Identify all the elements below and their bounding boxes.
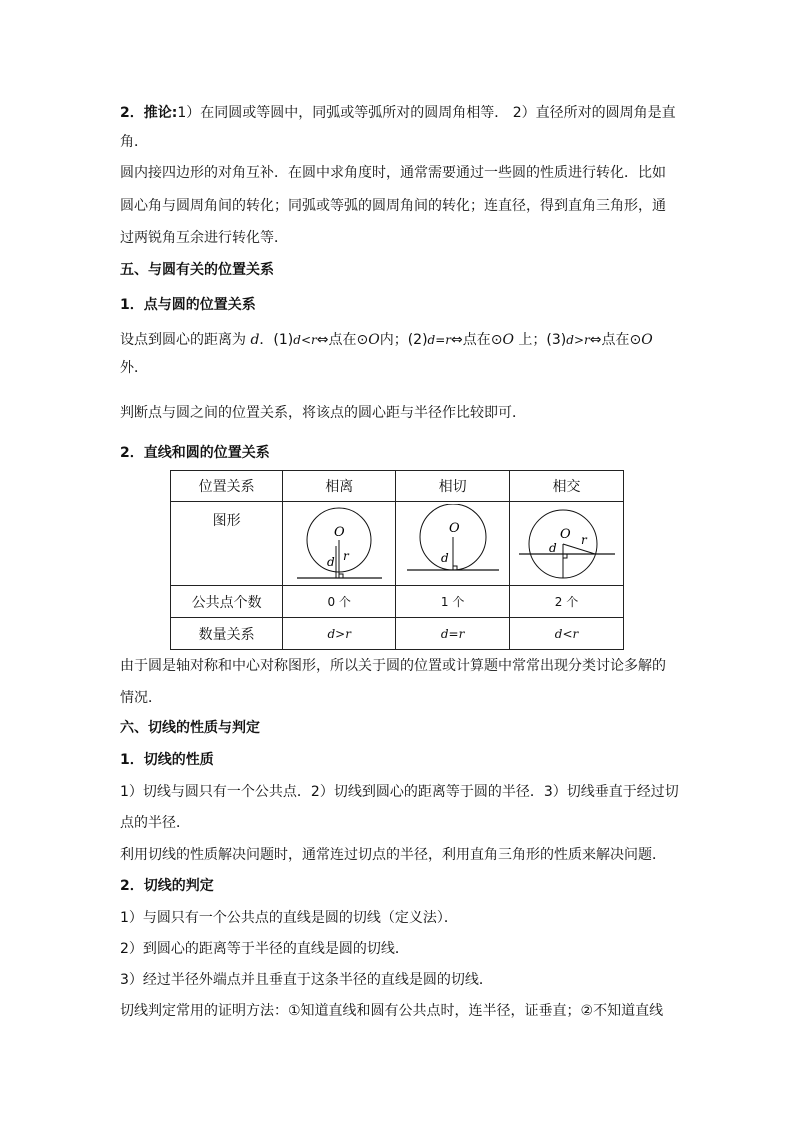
point-text-c2: ⇔点在⊙ [316,332,369,348]
point-text-b: ．(1) [259,332,294,348]
common-points-value: 0 个 [283,586,396,618]
figure-cell-separate [283,502,396,586]
figure-row-label: 图形 [171,502,283,586]
table-header-cell: 位置关系 [171,471,283,502]
quantity-relation-value: d<r [510,618,624,650]
point-circle-heading: 1．点与圆的位置关系 [120,297,256,313]
quantity-relation-value: d>r [283,618,396,650]
section-five-heading: 五、与圆有关的位置关系 [120,262,274,278]
circle-o-1: O [368,332,380,348]
point-text-c6: 上；(3) [513,332,567,348]
section-six-heading: 六、切线的性质与判定 [120,720,260,736]
table-header-cell: 相交 [510,471,624,502]
point-text-a: 设点到圆心的距离为 [120,332,246,348]
row-label: 数量关系 [171,618,283,650]
label-d: d [327,554,335,569]
tangent-property-line-3: 利用切线的性质解决问题时，通常连过切点的半径，利用直角三角形的性质来解决问题． [120,847,666,863]
tangent-judge-line-3: 3）经过半径外端点并且垂直于这条半径的直线是圆的切线． [120,972,493,988]
label-r: r [343,548,349,563]
point-text-c5: ⇔点在⊙ [451,332,503,348]
symmetry-line-2: 情况． [120,690,162,706]
cond-inside: d<r [293,333,317,347]
tangent-judge-heading: 2．切线的判定 [120,878,214,894]
tangent-judge-line-1: 1）与圆只有一个公共点的直线是圆的切线（定义法）． [120,910,458,926]
inference-text: 1）在同圆或等圆中，同弧或等弧所对的圆周角相等． 2）直径所对的圆周角是直 [177,105,676,121]
label-o: O [559,526,571,542]
tangent-figure [403,504,503,584]
row-label: 公共点个数 [171,586,283,618]
inference-paragraph [120,103,676,123]
circle-o-3: O [641,332,653,348]
symmetry-line-1: 由于圆是轴对称和中心对称图形，所以关于圆的位置或计算题中常常出现分类讨论多解的 [120,658,666,674]
label-d: d [440,550,449,565]
separate-figure [289,504,389,584]
cond-outside: d>r [566,333,590,347]
figure-cell-tangent [396,502,510,586]
label-r: r [580,532,587,547]
inference-number: 2． [120,105,144,121]
point-circle-text-cont: 外． [120,360,148,376]
table-header-cell: 相离 [283,471,396,502]
tangent-property-line-2: 点的半径． [120,815,190,831]
tangent-property-heading: 1．切线的性质 [120,752,214,768]
table-header-cell: 相切 [396,471,510,502]
tangent-judge-line-2: 2）到圆心的距离等于半径的直线是圆的切线． [120,941,409,957]
intersect-figure [517,504,617,584]
inference-heading: 推论: [143,105,178,121]
label-o: O [448,520,460,536]
quantity-relation-value: d=r [396,618,510,650]
table-row [171,618,624,650]
label-o: O [334,524,345,540]
cyclic-quad-line-3: 过两锐角互余进行转化等． [120,230,288,246]
judge-text: 判断点与圆之间的位置关系，将该点的圆心距与半径作比较即可． [120,405,526,421]
common-points-value: 2 个 [510,586,624,618]
inference-text-cont: 角． [120,134,148,150]
var-d: d [250,332,260,348]
tangent-judge-line-4: 切线判定常用的证明方法：①知道直线和圆有公共点时，连半径，证垂直；②不知道直线 [120,1003,664,1019]
table-row [171,586,624,618]
figure-cell-intersect [510,502,624,586]
line-circle-heading: 2．直线和圆的位置关系 [120,445,270,461]
label-d: d [548,540,557,555]
position-relation-table [170,470,624,650]
cyclic-quad-line-1: 圆内接四边形的对角互补．在圆中求角度时，通常需要通过一些圆的性质进行转化．比如 [120,165,666,181]
point-text-c8: ⇔点在⊙ [589,332,642,348]
table-header-row [171,471,624,502]
table-figure-row [171,502,624,586]
tangent-property-line-1: 1）切线与圆只有一个公共点．2）切线到圆心的距离等于圆的半径．3）切线垂直于经过切 [120,784,679,800]
common-points-value: 1 个 [396,586,510,618]
point-text-c3: 内；(2) [379,332,428,348]
cond-on: d=r [427,333,452,347]
point-circle-text [120,330,653,350]
circle-o-2: O [502,332,514,348]
cyclic-quad-line-2: 圆心角与圆周角间的转化；同弧或等弧的圆周角间的转化；连直径，得到直角三角形，通 [120,198,666,214]
